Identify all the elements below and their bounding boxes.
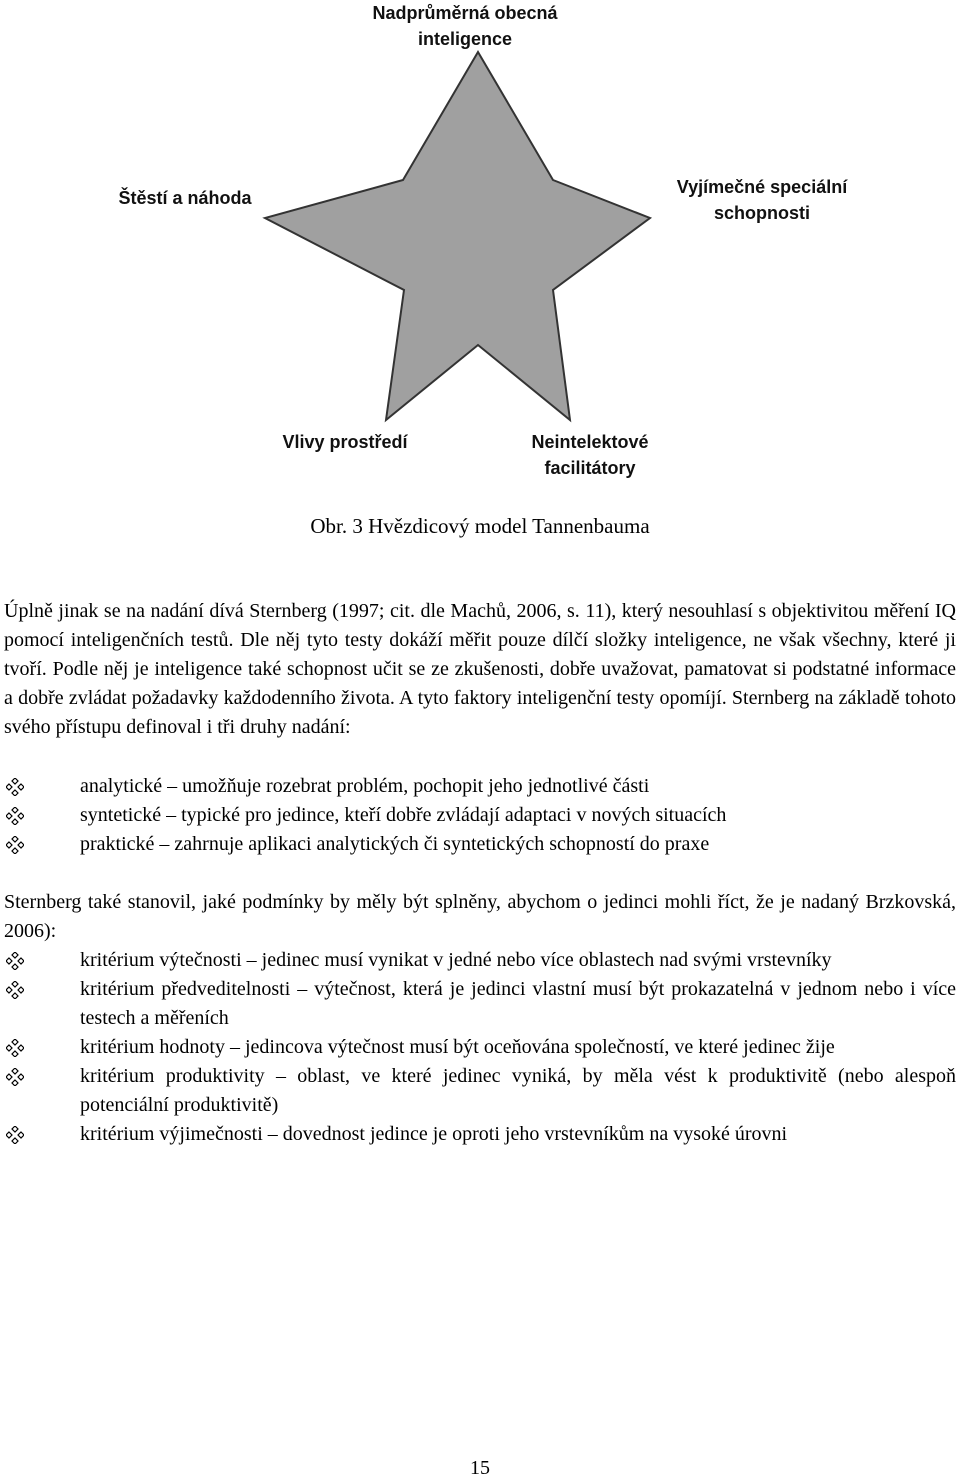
star-shape xyxy=(265,52,650,420)
label-environment: Vlivy prostředí xyxy=(282,432,408,452)
list-item: kritérium předveditelnosti – výtečnost, která je jedinci vlastní musí být prokazatelná v jednom nebo i více testech a měřeních xyxy=(4,975,956,1033)
star-model-figure xyxy=(0,0,960,490)
diamond-bullet-icon xyxy=(6,778,24,796)
diamond-bullet-icon xyxy=(6,807,24,825)
list-item: kritérium hodnoty – jedincova výtečnost musí být oceňována společností, ve které jedinec žije xyxy=(4,1033,956,1062)
star-diagram xyxy=(0,0,960,490)
list-item: syntetické – typické pro jedince, kteří dobře zvládají adaptaci v nových situacích xyxy=(4,801,956,830)
list-item: kritérium výtečnosti – jedinec musí vynikat v jedné nebo více oblastech nad svými vrstevníky xyxy=(4,946,956,975)
diamond-bullet-icon xyxy=(6,836,24,854)
figure-caption: Obr. 3 Hvězdicový model Tannenbauma xyxy=(310,514,650,538)
diamond-bullet-icon xyxy=(6,1039,24,1057)
paragraph-sternberg: Úplně jinak se na nadání dívá Sternberg (1997; cit. dle Machů, 2006, s. 11), který nesouhlasí s objektivitou měření IQ pomocí inteligenčních testů. Dle něj tyto testy dokáží měřit pouze dílčí složky inteligence, ne však všechny, které ji tvoří. Podle něj je inteligence také schopnost učit se ze zkušenosti, dobře uvažovat, pamatovat si podstatné informace a dobře zvládat požadavky každodenního života. A tyto faktory inteligenční testy opomíjí. Sternberg na základě tohoto svého přístupu definoval i tři druhy nadání: xyxy=(4,600,956,738)
list-item: praktické – zahrnuje aplikaci analytických či syntetických schopností do praxe xyxy=(4,830,956,859)
diamond-bullet-icon xyxy=(6,1068,24,1086)
diamond-bullet-icon xyxy=(6,1126,24,1144)
label-luck-chance: Štěstí a náhoda xyxy=(118,188,252,208)
label-non-intellective: Neintelektové facilitátory xyxy=(531,432,649,478)
criteria-list xyxy=(4,946,956,1149)
list-item: analytické – umožňuje rozebrat problém, pochopit jeho jednotlivé části xyxy=(4,772,956,801)
paragraph-conditions: Sternberg také stanovil, jaké podmínky by měly být splněny, abychom o jedinci mohli říct, že je nadaný Brzkovská, 2006): xyxy=(4,891,956,942)
list-item: kritérium produktivity – oblast, ve které jedinec vyniká, by měla vést k produktivitě (nebo alespoň potenciální produktivitě) xyxy=(4,1062,956,1120)
label-general-intelligence: Nadprůměrná obecná inteligence xyxy=(372,3,558,49)
page-number: 15 xyxy=(470,1457,490,1479)
diamond-bullet-icon xyxy=(6,981,24,999)
diamond-bullet-icon xyxy=(6,952,24,970)
label-special-abilities: Vyjímečné speciální schopnosti xyxy=(676,177,848,223)
giftedness-types-list xyxy=(4,772,956,859)
list-item: kritérium výjimečnosti – dovednost jedince je oproti jeho vrstevníkům na vysoké úrovni xyxy=(4,1120,956,1149)
